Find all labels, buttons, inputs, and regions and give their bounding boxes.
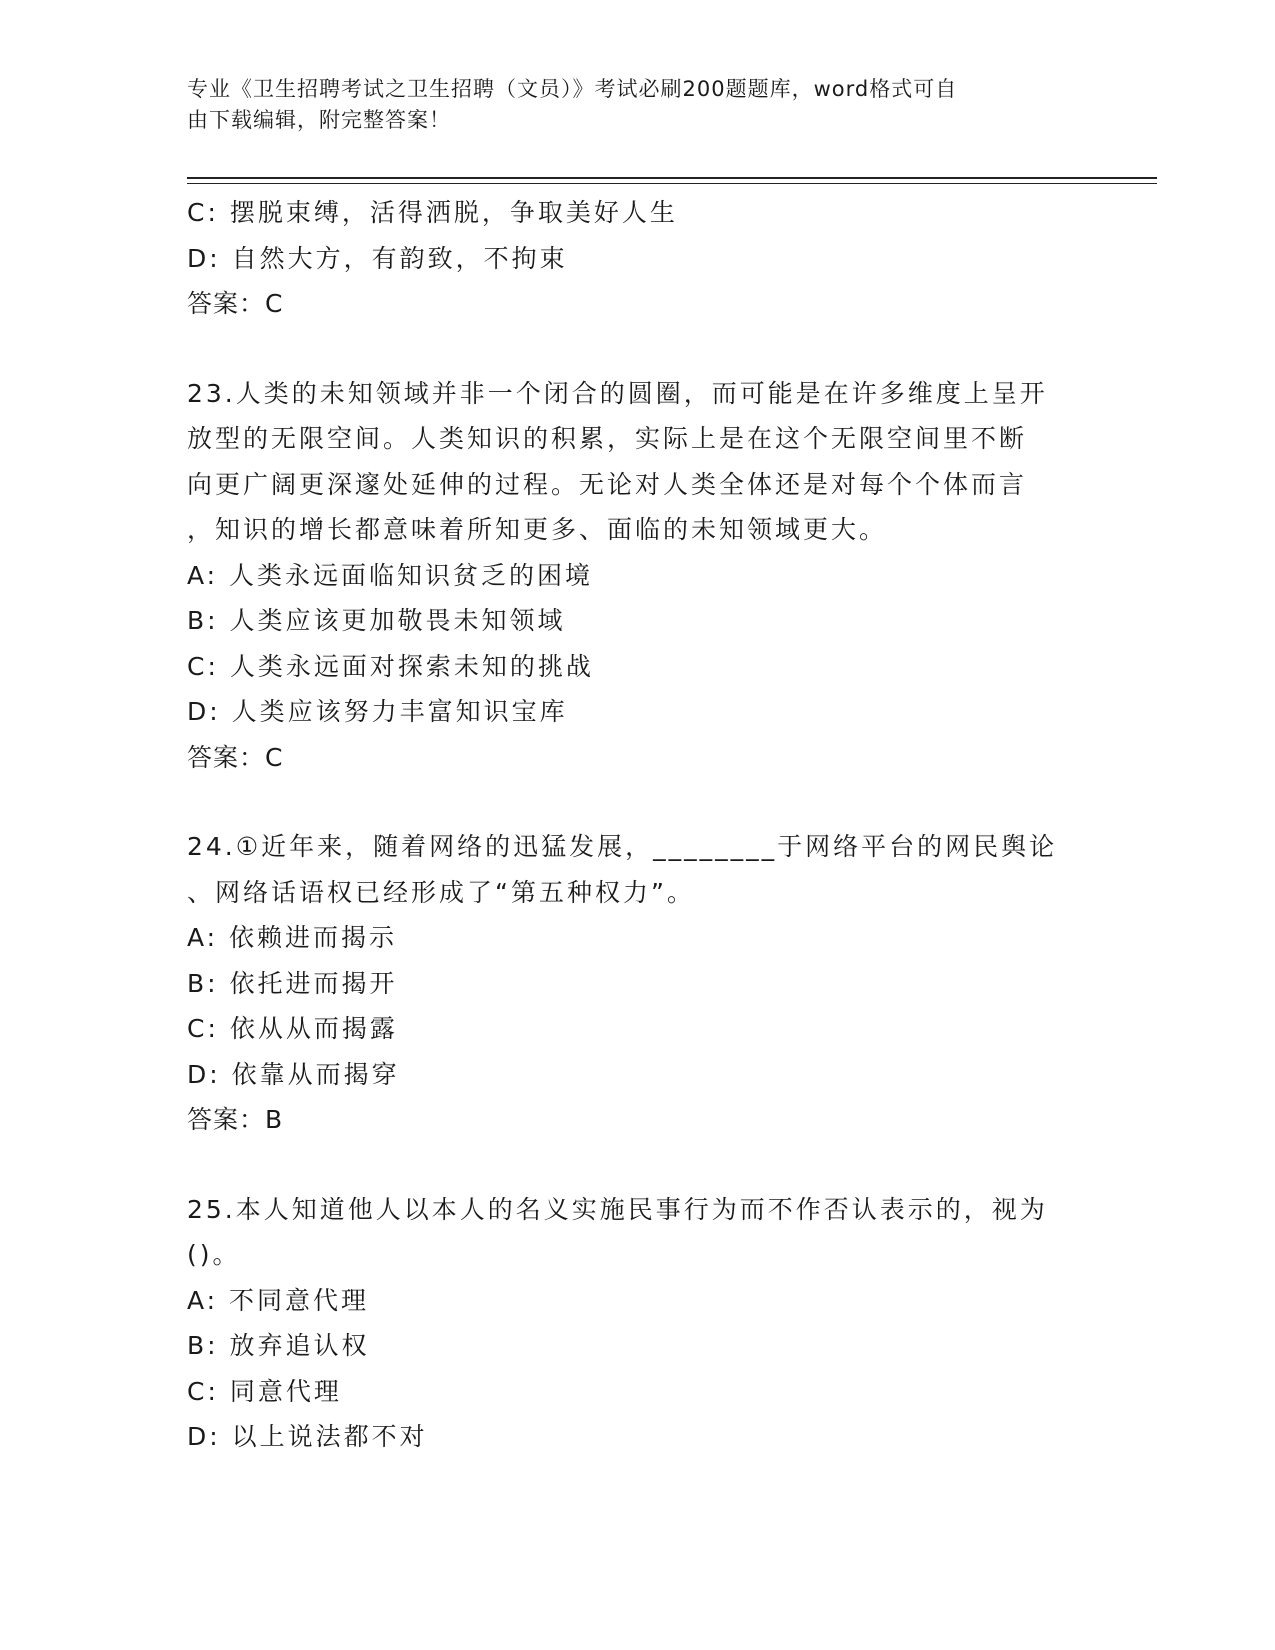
- option-b: B: 人类应该更加敬畏未知领域: [187, 606, 566, 635]
- header-line-1: 专业《卫生招聘考试之卫生招聘（文员）》考试必刷200题题库，word格式可自: [187, 77, 958, 101]
- question-text-line: ，知识的增长都意味着所知更多、面临的未知领域更大。: [187, 515, 888, 544]
- option-d: D: 人类应该努力丰富知识宝库: [187, 697, 568, 726]
- header-rule-thin: [187, 183, 1157, 184]
- question-text-line: ()。: [187, 1240, 241, 1269]
- option-d: D: 自然大方，有韵致，不拘束: [187, 243, 568, 273]
- header-rule-thick: [187, 177, 1157, 179]
- question-23: [187, 371, 1087, 781]
- option-a: A: 不同意代理: [187, 1285, 370, 1315]
- header-line-2: 由下载编辑，附完整答案！: [187, 108, 451, 132]
- answer-line: 答案：C: [187, 289, 284, 318]
- option-a: A: 人类永远面临知识贫乏的困境: [187, 560, 594, 590]
- question-24: [187, 824, 1087, 1143]
- question-22-continuation: [187, 190, 1087, 327]
- page-header: [187, 74, 1067, 136]
- option-b: B: 放弃追认权: [187, 1331, 370, 1360]
- question-text-line: 25.本人知道他人以本人的名义实施民事行为而不作否认表示的，视为: [187, 1194, 1048, 1224]
- option-a: A: 依赖进而揭示: [187, 923, 398, 952]
- question-text-line: 向更广阔更深邃处延伸的过程。无论对人类全体还是对每个个体而言: [187, 469, 1028, 499]
- question-text-line: 、网络话语权已经形成了“第五种权力”。: [187, 877, 695, 907]
- option-c: C: 同意代理: [187, 1376, 342, 1406]
- answer-line: 答案：C: [187, 742, 284, 772]
- question-text: [187, 371, 1087, 553]
- question-text-line: 放型的无限空间。人类知识的积累，实际上是在这个无限空间里不断: [187, 424, 1028, 453]
- option-b: B: 依托进而揭开: [187, 968, 398, 998]
- option-d: D: 依靠从而揭穿: [187, 1059, 400, 1089]
- question-text: [187, 824, 1087, 915]
- question-text-line: 24.①近年来，随着网络的迅猛发展，________于网络平台的网民舆论: [187, 832, 1058, 861]
- question-text-line: 23.人类的未知领域并非一个闭合的圆圈，而可能是在许多维度上呈开: [187, 378, 1048, 408]
- page-content: [187, 190, 1087, 1460]
- question-25: [187, 1187, 1087, 1460]
- option-c: C: 人类永远面对探索未知的挑战: [187, 651, 594, 681]
- answer-line: 答案：B: [187, 1105, 284, 1134]
- question-text: [187, 1187, 1087, 1278]
- option-d: D: 以上说法都不对: [187, 1422, 428, 1451]
- option-c: C: 摆脱束缚，活得洒脱，争取美好人生: [187, 198, 678, 227]
- option-c: C: 依从从而揭露: [187, 1014, 398, 1043]
